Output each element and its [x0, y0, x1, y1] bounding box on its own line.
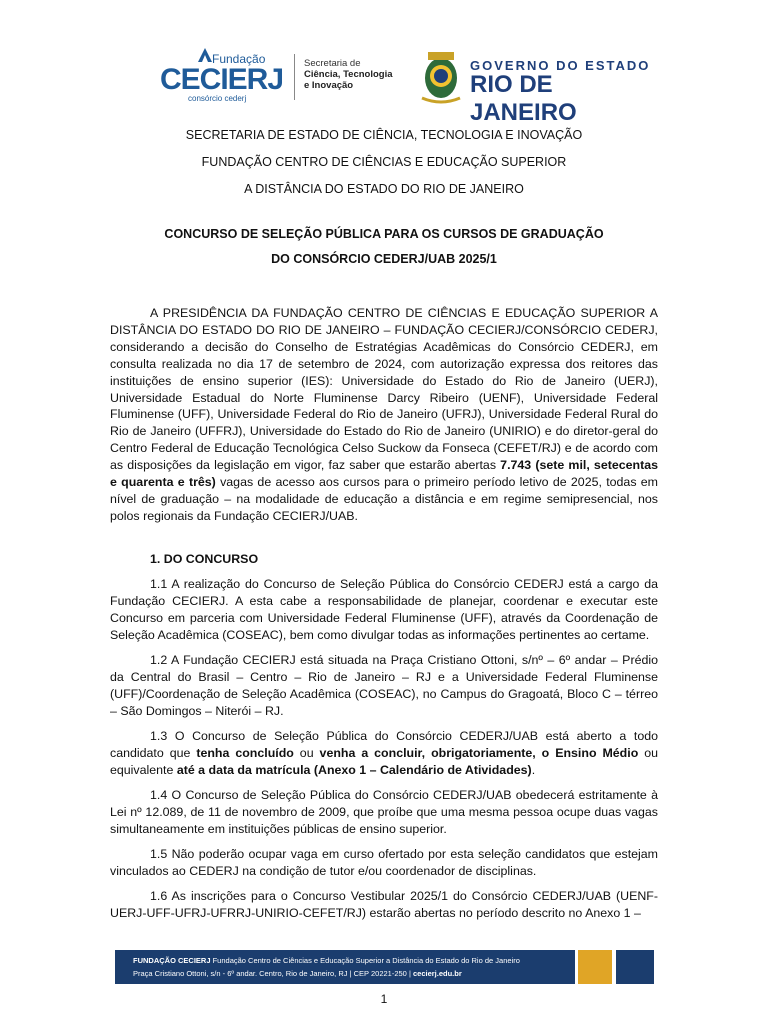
heading-line2: FUNDAÇÃO CENTRO DE CIÊNCIAS E EDUCAÇÃO SUPERIOR: [201, 155, 567, 169]
logo-divider: [294, 54, 295, 100]
footer-bar: [115, 950, 575, 984]
clause-1-2: 1.2 A Fundação CECIERJ está situada na Praça Cristiano Ottoni, s/nº – 6º andar – Prédio da Central do Brasil – Centro – Rio de Janeiro – RJ e a Universidade Federal Fluminense (UFF)/Coordenação de Seleção Acadêmica (COSEAC), no Campus do Gragoatá, Bloco C – térreo – São Domingos – Niterói – RJ.: [110, 653, 658, 718]
cecierj-logo: [160, 48, 284, 104]
governo-line2: RIO DE JANEIRO: [470, 71, 577, 126]
secretaria-line1: Secretaria de: [304, 58, 361, 69]
clause-1-6: 1.6 As inscrições para o Concurso Vestibular 2025/1 do Consórcio CEDERJ/UAB (UENF-UERJ-UFF-UFRJ-UFRRJ-UNIRIO-CEFET/RJ) estarão abertas no período descrito no Anexo 1 –: [110, 889, 658, 920]
governo-logo-text: [470, 58, 660, 127]
footer-line2: Praça Cristiano Ottoni, s/n - 6º andar. Centro, Rio de Janeiro, RJ | CEP 20221-250 | cecierj.edu.br: [133, 969, 462, 978]
secretaria-logo: [304, 58, 393, 91]
cecierj-name-text: CECIERJ: [160, 63, 284, 96]
clause-1-4: 1.4 O Concurso de Seleção Pública do Consórcio CEDERJ/UAB obedecerá estritamente à Lei nº 12.089, de 11 de novembro de 2009, que proíbe que uma mesma pessoa ocupe duas vagas simultaneamente em instituições públicas de ensino superior.: [110, 788, 658, 836]
intro-paragraph: [110, 305, 658, 525]
page-number: 1: [380, 992, 388, 1006]
title-line1: CONCURSO DE SELEÇÃO PÚBLICA PARA OS CURSOS DE GRADUAÇÃO: [164, 227, 604, 241]
cecierj-fundacao-text: Fundação: [212, 52, 266, 66]
secretaria-line2: Ciência, Tecnologia: [304, 69, 393, 80]
section-heading: 1. DO CONCURSO: [150, 552, 259, 566]
cecierj-mark-icon: [198, 48, 212, 62]
clause-1-1: 1.1 A realização do Concurso de Seleção Pública do Consórcio CEDERJ está a cargo da Fundação CECIERJ. A esta cabe a responsabilidade de planejar, coordenar e executar este Concurso em parceria com Universidade Federal Fluminense (UFF), através da Coordenação de Seleção Acadêmica (COSEAC), bem como divulgar todas as informações pertinentes ao certame.: [110, 577, 658, 642]
clause-1-3: 1.3 O Concurso de Seleção Pública do Consórcio CEDERJ/UAB está aberto a todo candidato que tenha concluído ou venha a concluir, obrigatoriamente, o Ensino Médio ou equivalente até a data da matrícula (Anexo 1 – Calendário de Atividades).: [110, 729, 659, 777]
governo-line1: GOVERNO DO ESTADO: [470, 58, 651, 73]
section-do-concurso: [110, 551, 658, 930]
footer-orange-square: [578, 950, 612, 984]
clause-1-5: 1.5 Não poderão ocupar vaga em curso ofertado por esta seleção candidatos que estejam vinculados ao CEDERJ na condição de tutor e/ou coordenador de disciplinas.: [110, 847, 658, 878]
intro-vacancies: 7.743 (sete mil, setecentas e quarenta e três): [110, 458, 658, 490]
heading-line1: SECRETARIA DE ESTADO DE CIÊNCIA, TECNOLOGIA E INOVAÇÃO: [185, 128, 583, 142]
footer-line1: FUNDAÇÃO CECIERJ Fundação Centro de Ciências e Educação Superior a Distância do Estado do Rio de Janeiro: [133, 956, 520, 965]
intro-text-a: A PRESIDÊNCIA DA FUNDAÇÃO CENTRO DE CIÊNCIAS E EDUCAÇÃO SUPERIOR A DISTÂNCIA DO ESTADO DO RIO DE JANEIRO – FUNDAÇÃO CECIERJ/CONSÓRCIO CEDERJ, considerando a decisão do Conselho de Estratégias Acadêmicas do Consórcio CEDERJ, em consulta realizada no dia 17 de setembro de 2024, com autorização expressa dos reitores das instituições de ensino superior (IES): Universidade do Estado do Rio de Janeiro (UERJ), Universidade Estadual do Norte Fluminense Darcy Ribeiro (UENF), Universidade Federal Fluminense (UFF), Universidade Federal do Rio de Janeiro (UFRJ), Universidade Federal Rural do Rio de Janeiro (UFFRJ), Universidade do Estado do Rio de Janeiro (UNIRIO) e do diretor-geral do Centro Federal de Educação Tecnológica Celso Suckow da Fonseca (CEFET/RJ) e de acordo com as disposições da legislação em vigor, faz saber que estarão abertas: [110, 306, 658, 473]
state-crest-icon: [416, 48, 466, 106]
intro-text-b: vagas de acesso aos cursos para o primeiro período letivo de 2025, todas em nível de graduação – na modalidade de educação a distância e em regime semipresencial, nos polos regionais da Fundação CECIERJ/UAB.: [110, 475, 658, 523]
header-logos: [160, 48, 660, 126]
heading-line3: A DISTÂNCIA DO ESTADO DO RIO DE JANEIRO: [244, 182, 524, 196]
cecierj-sub-text: consórcio cederj: [188, 94, 247, 103]
footer-blue-square: [616, 950, 654, 984]
document-heading: [110, 127, 658, 268]
title-line2: DO CONSÓRCIO CEDERJ/UAB 2025/1: [271, 252, 497, 266]
secretaria-line3: e Inovação: [304, 80, 354, 91]
